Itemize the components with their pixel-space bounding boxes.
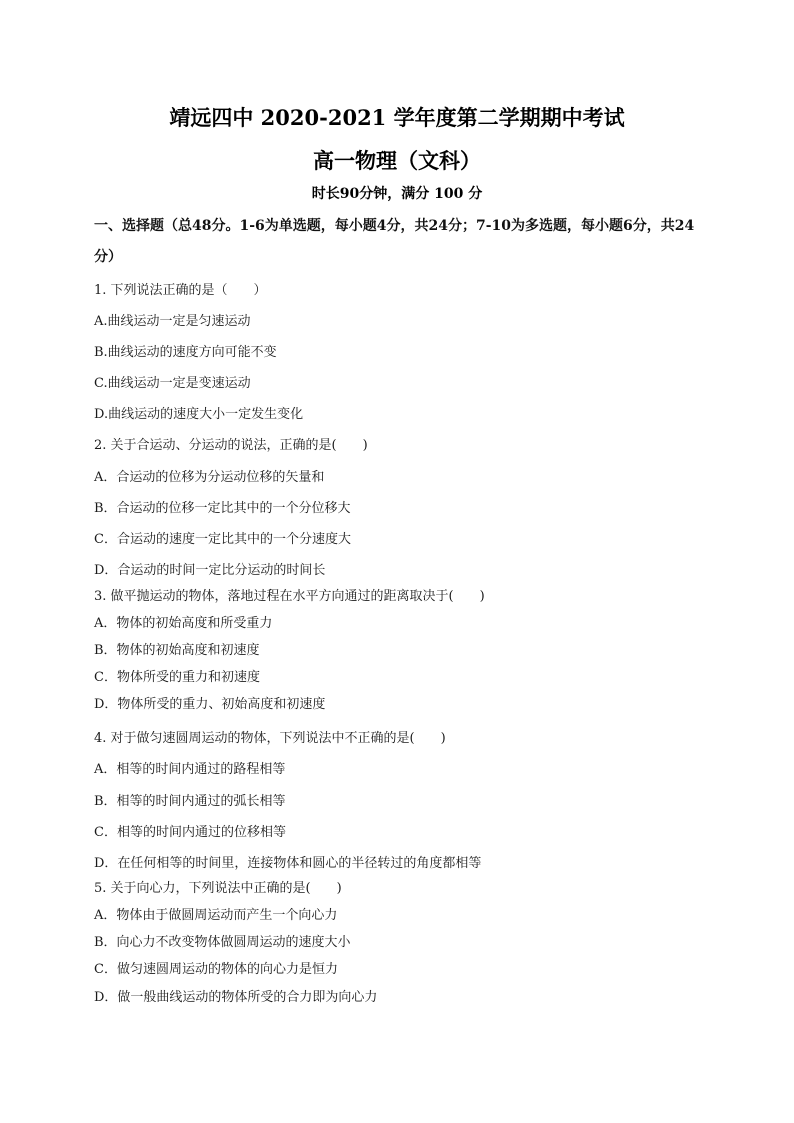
- question-5-option-a: A．物体由于做圆周运动而产生一个向心力: [94, 908, 338, 923]
- exam-subject: 高一物理（文科）: [313, 148, 481, 173]
- section-heading: 一、选择题（总48分。1-6为单选题，每小题4分，共24分；7-10为多选题，每小题6分，共24分）: [94, 218, 695, 265]
- exam-info: 时长90分钟，满分 100 分: [311, 186, 483, 202]
- question-1-option-d: D.曲线运动的速度大小一定发生变化: [94, 407, 304, 422]
- question-5-option-d: D．做一般曲线运动的物体所受的合力即为向心力: [94, 990, 378, 1005]
- question-2-option-b: B．合运动的位移一定比其中的一个分位移大: [94, 501, 351, 516]
- question-5-option-c: C．做匀速圆周运动的物体的向心力是恒力: [94, 962, 338, 977]
- question-3-option-a: A．物体的初始高度和所受重力: [94, 616, 273, 631]
- question-4-stem: 4. 对于做匀速圆周运动的物体，下列说法中不正确的是( ): [94, 731, 446, 746]
- question-1-option-c: C.曲线运动一定是变速运动: [94, 376, 251, 391]
- question-2-stem: 2. 关于合运动、分运动的说法，正确的是( ): [94, 438, 368, 453]
- question-5-stem: 5. 关于向心力，下列说法中正确的是( ): [94, 881, 342, 896]
- question-1-stem: 1. 下列说法正确的是（ ）: [94, 283, 267, 298]
- question-2-option-a: A．合运动的位移为分运动位移的矢量和: [94, 470, 325, 485]
- question-3-option-d: D．物体所受的重力、初始高度和初速度: [94, 697, 326, 712]
- question-3-option-c: C．物体所受的重力和初速度: [94, 670, 260, 685]
- question-3-stem: 3. 做平抛运动的物体，落地过程在水平方向通过的距离取决于( ): [94, 589, 485, 604]
- question-4-option-c: C．相等的时间内通过的位移相等: [94, 825, 286, 840]
- question-2-option-c: C．合运动的速度一定比其中的一个分速度大: [94, 532, 351, 547]
- question-5-option-b: B．向心力不改变物体做圆周运动的速度大小: [94, 935, 351, 950]
- question-4-option-d: D．在任何相等的时间里，连接物体和圆心的半径转过的角度都相等: [94, 856, 482, 871]
- question-1-option-a: A.曲线运动一定是匀速运动: [94, 314, 251, 329]
- question-2-option-d: D．合运动的时间一定比分运动的时间长: [94, 563, 326, 578]
- question-4-option-b: B．相等的时间内通过的弧长相等: [94, 794, 286, 809]
- question-1-option-b: B.曲线运动的速度方向可能不变: [94, 345, 277, 360]
- exam-title: 靖远四中 2020-2021 学年度第二学期期中考试: [169, 105, 625, 130]
- question-4-option-a: A．相等的时间内通过的路程相等: [94, 762, 286, 777]
- question-3-option-b: B．物体的初始高度和初速度: [94, 643, 260, 658]
